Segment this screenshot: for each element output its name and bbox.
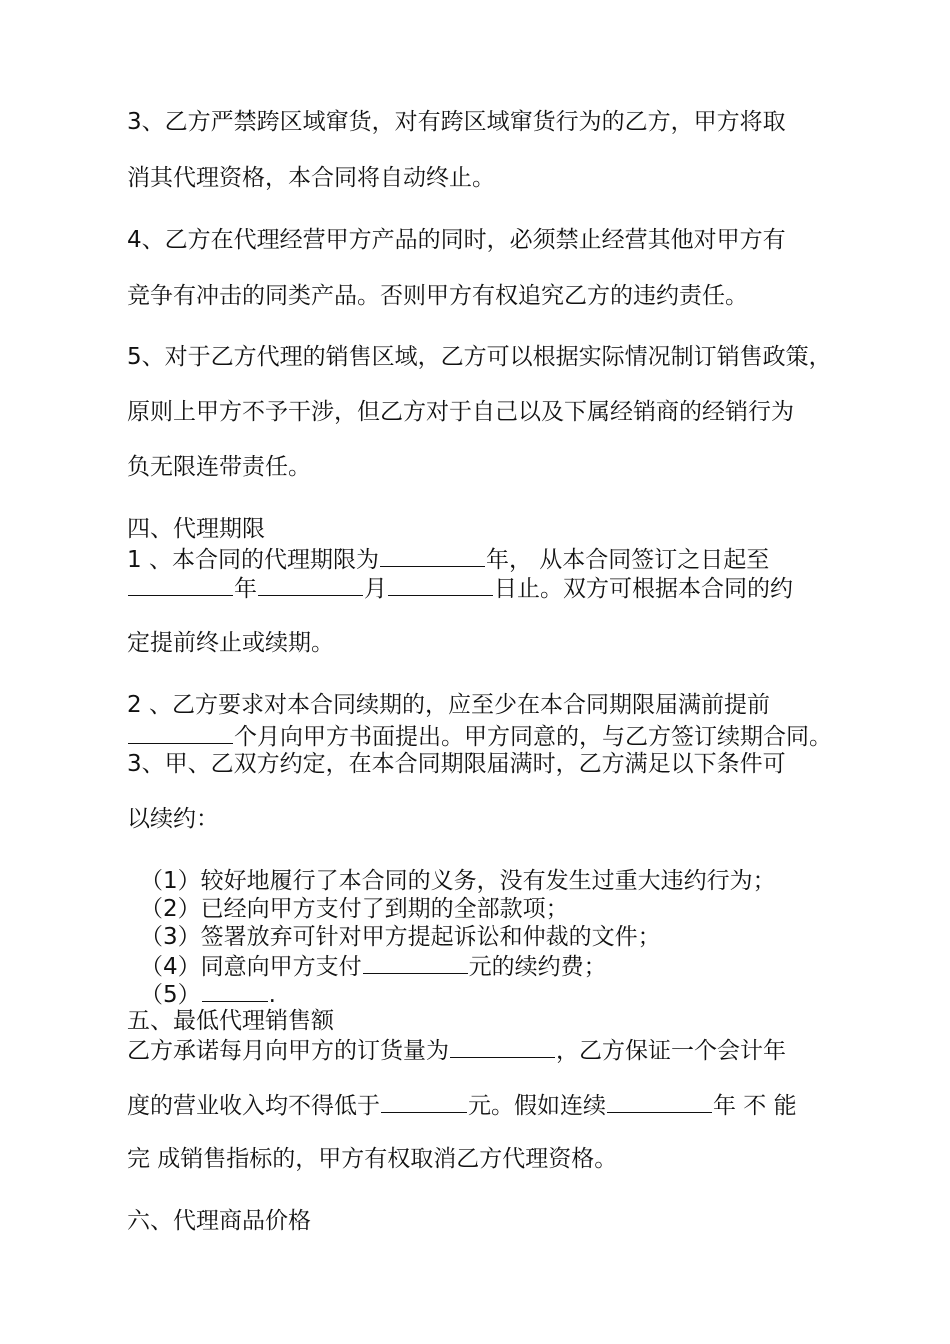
sales-text: ，乙方保证一个会计年 — [556, 1038, 786, 1064]
clause-5-line-2: 原则上甲方不予干涉，但乙方对于自己以及下属经销商的经销行为 — [127, 399, 794, 425]
other-condition-blank — [202, 979, 268, 1002]
term-clause-3-line-1: 3、甲、乙双方约定，在本合同期限届满时，乙方满足以下条件可 — [127, 751, 786, 777]
sales-line-2 — [127, 1090, 797, 1120]
months-blank — [128, 721, 233, 744]
term-text: 日止。双方可根据本合同的约 — [494, 576, 793, 602]
item-text: （5） — [140, 982, 201, 1008]
term-clause-1-line-1 — [127, 544, 769, 574]
consecutive-years-blank — [607, 1090, 712, 1113]
sales-line-1 — [127, 1035, 786, 1065]
item-text: （4）同意向甲方支付 — [140, 954, 362, 980]
sales-text: 元。假如连续 — [468, 1093, 606, 1119]
condition-item-4 — [140, 951, 607, 981]
sales-line-3: 完 成销售指标的，甲方有权取消乙方代理资格。 — [127, 1146, 618, 1172]
min-revenue-blank — [381, 1090, 467, 1113]
sales-text: 度的营业收入均不得低于 — [127, 1093, 380, 1119]
term-clause-2-line-2 — [127, 721, 832, 751]
clause-3-line-2: 消其代理资格，本合同将自动终止。 — [127, 165, 495, 191]
term-clause-3-line-2: 以续约： — [127, 806, 219, 832]
condition-item-2: （2）已经向甲方支付了到期的全部款项； — [140, 896, 569, 922]
term-text: 年， 从本合同签订之日起至 — [485, 547, 770, 573]
end-day-blank — [388, 573, 493, 596]
condition-item-1: （1）较好地履行了本合同的义务，没有发生过重大违约行为； — [140, 868, 776, 894]
clause-4-line-1: 4、乙方在代理经营甲方产品的同时，必须禁止经营其他对甲方有 — [127, 227, 786, 253]
item-text: . — [268, 982, 276, 1008]
section-5-heading: 五、最低代理销售额 — [127, 1008, 334, 1034]
term-clause-2-line-1: 2 、乙方要求对本合同续期的，应至少在本合同期限届满前提前 — [127, 692, 770, 718]
year-label: 年 — [234, 576, 257, 602]
item-text: 元的续约费； — [468, 954, 607, 980]
end-year-blank — [128, 573, 233, 596]
clause-5-line-1: 5、对于乙方代理的销售区域，乙方可以根据实际情况制订销售政策， — [127, 344, 832, 370]
term-text: 1 、本合同的代理期限为 — [127, 547, 379, 573]
end-month-blank — [258, 573, 363, 596]
order-volume-blank — [450, 1035, 555, 1058]
term-clause-1-line-3: 定提前终止或续期。 — [127, 630, 334, 656]
clause-5-line-3: 负无限连带责任。 — [127, 454, 311, 480]
term-clause-1-line-2 — [127, 573, 793, 603]
condition-item-5 — [140, 979, 276, 1009]
renewal-fee-blank — [363, 951, 468, 974]
month-label: 月 — [364, 576, 387, 602]
section-6-heading: 六、代理商品价格 — [127, 1208, 311, 1234]
condition-item-3: （3）签署放弃可针对甲方提起诉讼和仲裁的文件； — [140, 924, 661, 950]
clause-3-line-1: 3、乙方严禁跨区域窜货，对有跨区域窜货行为的乙方，甲方将取 — [127, 109, 786, 135]
term-text: 个月向甲方书面提出。甲方同意的，与乙方签订续期合同。 — [234, 724, 832, 750]
clause-4-line-2: 竞争有冲击的同类产品。否则甲方有权追究乙方的违约责任。 — [127, 283, 748, 309]
term-years-blank — [380, 544, 485, 567]
sales-text: 年 不 能 — [713, 1093, 797, 1119]
sales-text: 乙方承诺每月向甲方的订货量为 — [127, 1038, 449, 1064]
section-4-heading: 四、代理期限 — [127, 516, 265, 542]
